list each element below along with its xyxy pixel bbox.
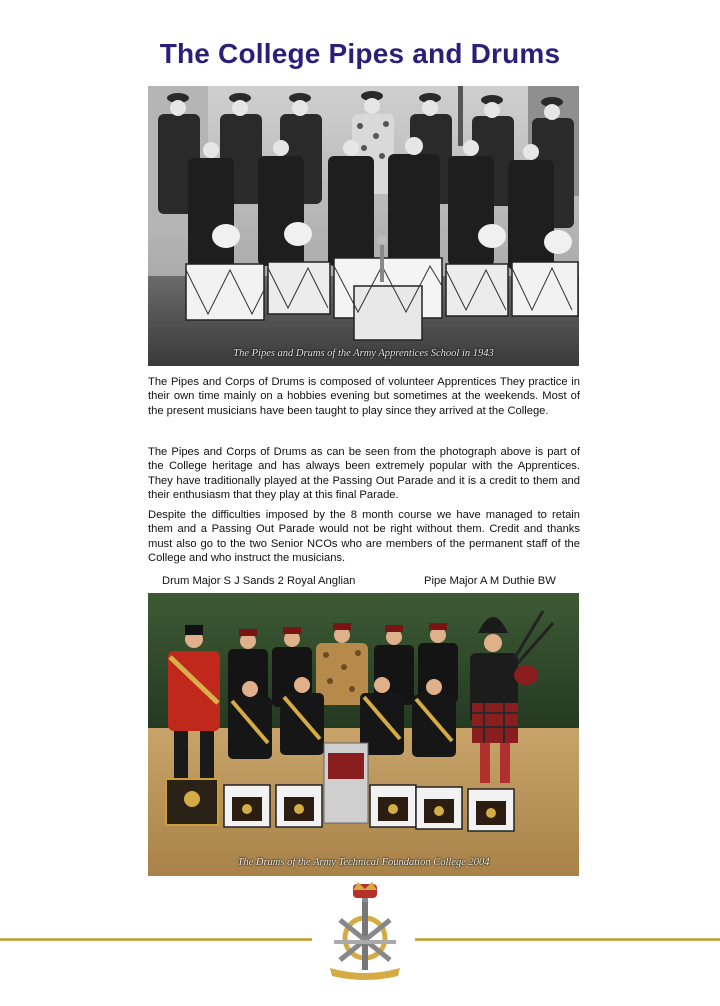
historic-band-photo [148,86,579,366]
modern-band-photo-image [148,593,579,876]
intro-paragraph: The Pipes and Corps of Drums is composed of volunteer Apprentices They practice in their own time mainly on a hobbies evening but sometimes at the weekends. Most of the present musicians have been taught to play since they arrived at the College. [148,376,580,417]
credits-paragraph: Despite the difficulties imposed by the 8 month course we have managed to retain them and a Passing Out Parade would not be right without them. Credit and thanks must also go to the two Senior NCOs who are members of the permanent staff of the College and who instruct the musicians. [148,509,580,564]
drum-major-name: Drum Major S J Sands 2 Royal Anglian [162,575,356,587]
modern-band-photo [148,593,579,876]
page-title: The College Pipes and Drums [159,38,561,69]
instructor-names [162,575,582,587]
historic-photo-caption: The Pipes and Drums of the Army Apprentices School in 1943 [233,348,494,359]
gold-rule-left [0,938,312,941]
pipe-major-name: Pipe Major A M Duthie BW [424,575,556,587]
historic-band-photo-image [148,86,579,366]
modern-photo-caption: The Drums of the Army Technical Foundation College 2004 [237,857,490,868]
heritage-paragraph: The Pipes and Corps of Drums as can be seen from the photograph above is part of the College heritage and has always been extremely popular with the Apprentices. They have traditionally played at the Passing Out Parade and it is a credit to them and their enthusiasm that they play at this final Parade. [148,446,580,501]
gold-rule-right [415,938,720,941]
college-crest-icon [320,880,410,980]
